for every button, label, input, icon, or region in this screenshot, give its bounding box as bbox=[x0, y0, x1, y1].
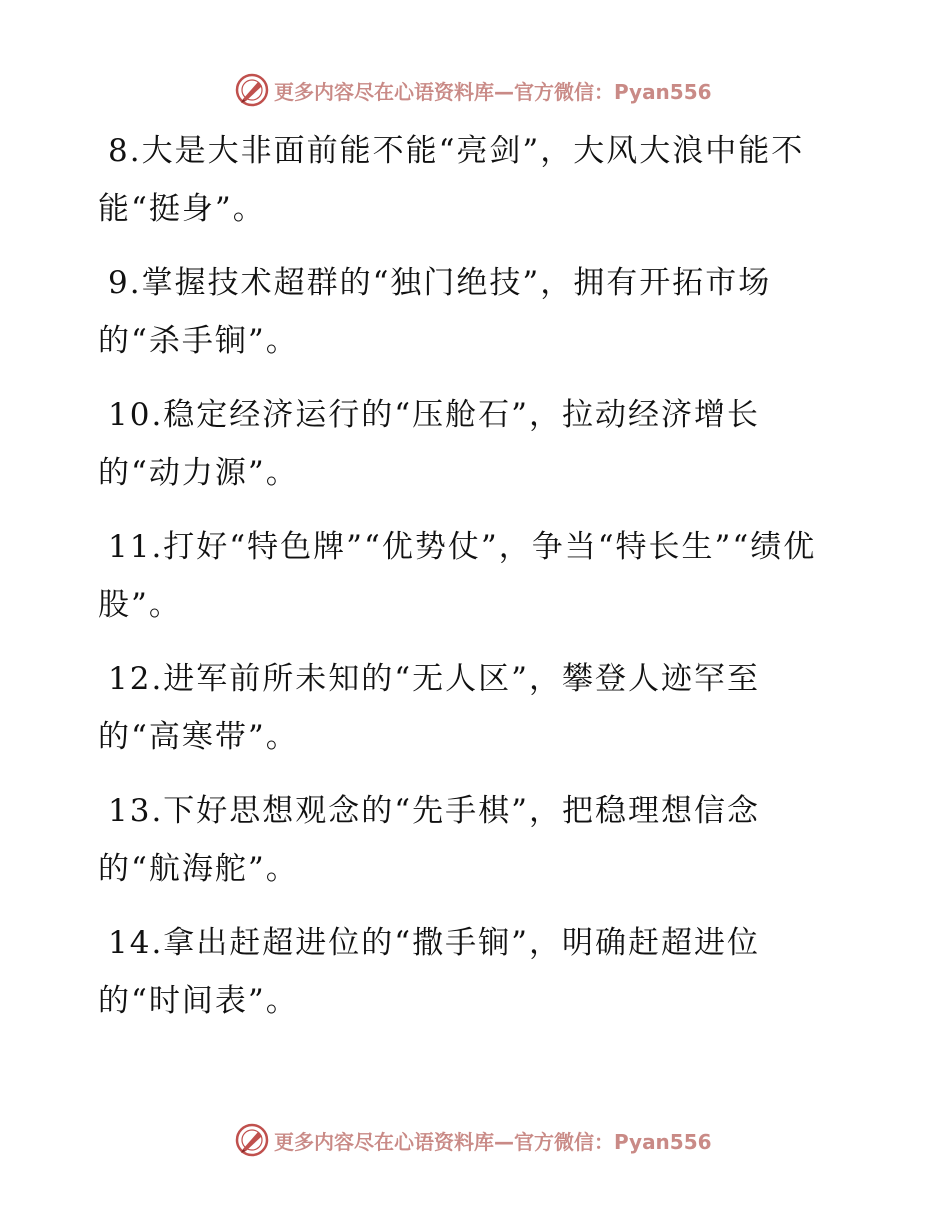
pen-logo-icon bbox=[234, 1122, 270, 1158]
header-banner bbox=[0, 70, 950, 110]
list-item: 14.拿出赶超进位的“撒手锏”，明确赶超进位的“时间表”。 bbox=[98, 925, 760, 1019]
list-item: 10.稳定经济运行的“压舱石”，拉动经济增长的“动力源”。 bbox=[98, 397, 760, 491]
list-item: 8.大是大非面前能不能“亮剑”，大风大浪中能不能“挺身”。 bbox=[98, 133, 805, 227]
list-item: 9.掌握技术超群的“独门绝技”，拥有开拓市场的“杀手锏”。 bbox=[98, 265, 772, 359]
list-item: 12.进军前所未知的“无人区”，攀登人迹罕至的“高寒带”。 bbox=[98, 661, 760, 755]
phrase-list bbox=[98, 122, 838, 1046]
header-banner-inner bbox=[234, 70, 712, 110]
list-item: 13.下好思想观念的“先手棋”，把稳理想信念的“航海舵”。 bbox=[98, 793, 760, 887]
banner-text: 更多内容尽在心语资料库—官方微信：Pyan556 bbox=[274, 1129, 712, 1154]
pen-logo-icon bbox=[234, 72, 270, 108]
footer-banner-inner bbox=[234, 1120, 712, 1160]
footer-banner bbox=[0, 1120, 950, 1160]
list-item: 11.打好“特色牌”“优势仗”，争当“特长生”“绩优股”。 bbox=[98, 529, 817, 623]
banner-text: 更多内容尽在心语资料库—官方微信：Pyan556 bbox=[274, 79, 712, 104]
